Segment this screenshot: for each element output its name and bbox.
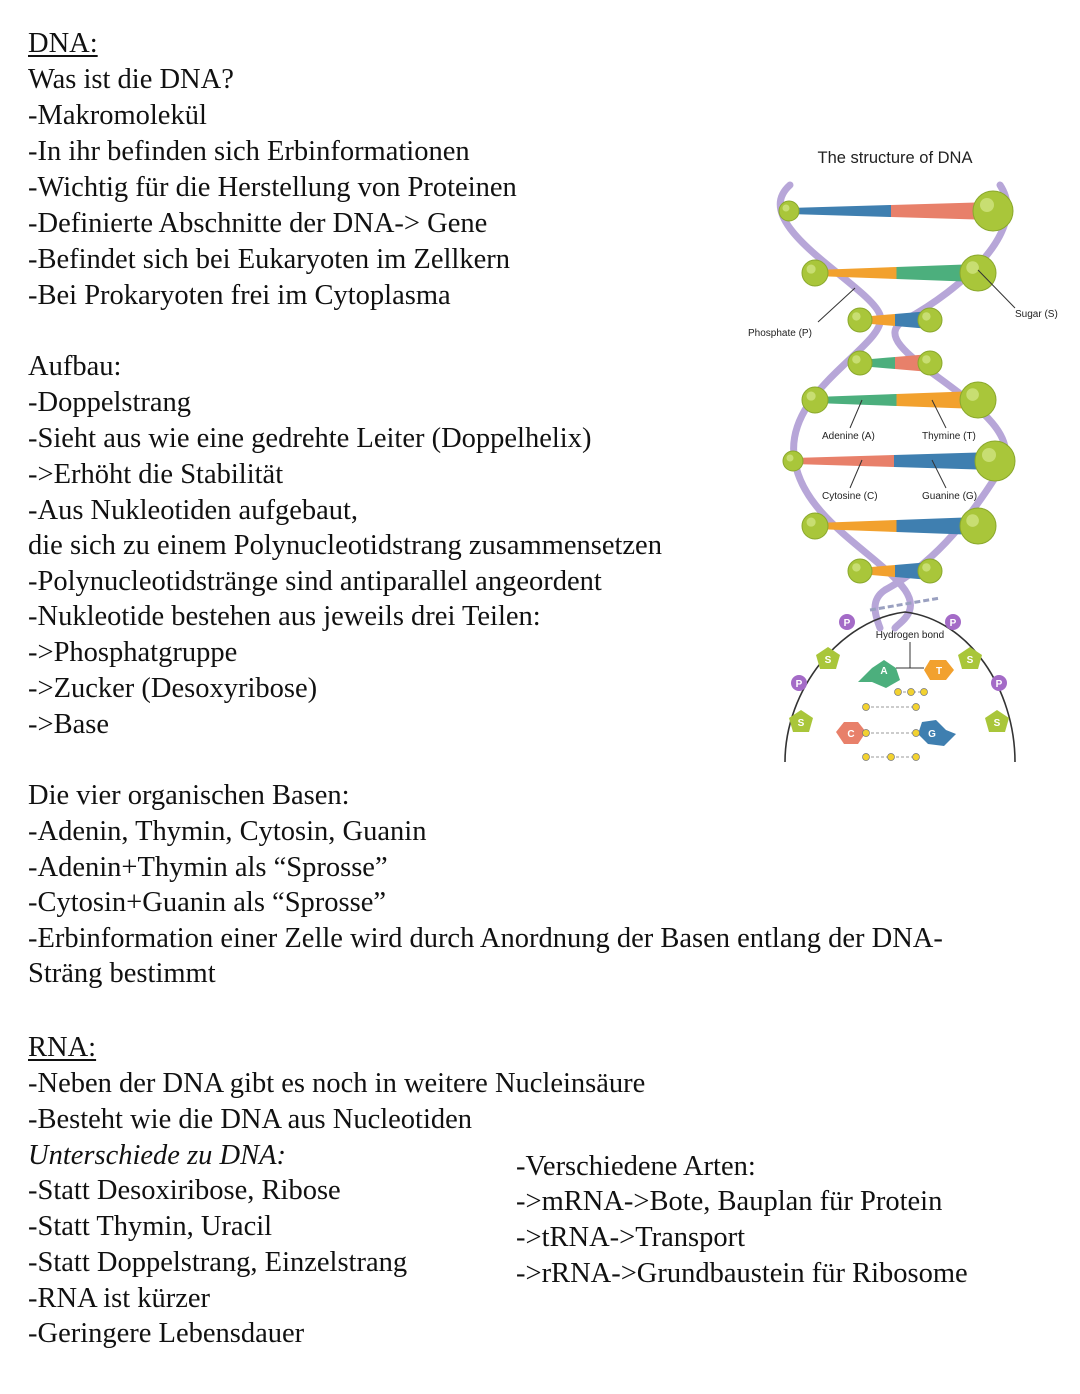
dna-point: -Definierte Abschnitte der DNA-> Gene — [28, 208, 488, 239]
label-cytosine: Cytosine (C) — [822, 491, 878, 502]
dna-structure-figure — [740, 138, 1070, 768]
dna-point: -In ihr befinden sich Erbinformationen — [28, 136, 470, 167]
dna-question: Was ist die DNA? — [28, 64, 234, 95]
sugar-sphere — [848, 559, 872, 583]
sugar-icon — [958, 647, 982, 669]
aufbau-point: -Aus Nukleotiden aufgebaut, — [28, 495, 359, 526]
adenine-base-icon — [858, 660, 900, 688]
base-pair-rung — [848, 351, 942, 375]
basen-point: Sträng bestimmt — [28, 958, 216, 989]
aufbau-point: ->Base — [28, 709, 109, 740]
svg-text:S: S — [966, 655, 974, 666]
dna-point: -Wichtig für die Herstellung von Proteinen — [28, 172, 517, 203]
rna-difference: -Statt Thymin, Uracil — [28, 1211, 273, 1242]
phosphate-icon — [945, 614, 961, 630]
rna-difference: -RNA ist kürzer — [28, 1283, 211, 1314]
svg-text:S: S — [993, 718, 1001, 729]
label-phosphate: Phosphate (P) — [748, 328, 812, 339]
sugar-sphere — [918, 559, 942, 583]
basen-point: -Erbinformation einer Zelle wird durch Anordnung der Basen entlang der DNA- — [28, 923, 943, 954]
aufbau-point: die sich zu einem Polynucleotidstrang zusammensetzen — [28, 530, 662, 561]
rna-difference: -Geringere Lebensdauer — [28, 1318, 305, 1349]
phosphate-icon — [791, 675, 807, 691]
sugar-sphere — [783, 451, 803, 471]
sugar-sphere — [802, 513, 828, 539]
sugar-sphere — [918, 351, 942, 375]
thymine-base-icon — [924, 660, 954, 680]
sugar-sphere — [960, 255, 996, 291]
rna-point: -Neben der DNA gibt es noch in weitere Nucleinsäure — [28, 1068, 646, 1099]
label-thymine: Thymine (T) — [922, 431, 976, 442]
svg-text:P: P — [843, 618, 851, 629]
aufbau-point: ->Zucker (Desoxyribose) — [28, 673, 318, 704]
sugar-sphere — [802, 387, 828, 413]
label-sugar: Sugar (S) — [1015, 309, 1058, 320]
label-adenine: Adenine (A) — [822, 431, 875, 442]
dna-heading: DNA: — [28, 28, 98, 59]
aufbau-point: -Sieht aus wie eine gedrehte Leiter (Doppelhelix) — [28, 423, 592, 454]
base-pair-rung — [779, 191, 1013, 231]
hydrogen-bonds — [863, 689, 928, 761]
guanine-base-icon — [918, 720, 956, 746]
phosphate-icon — [991, 675, 1007, 691]
detail-dashed-link — [870, 598, 940, 610]
base-pair-rung — [802, 382, 996, 418]
aufbau-point: -Nukleotide bestehen aus jeweils drei Teilen: — [28, 601, 541, 632]
helix-strand-left — [780, 185, 910, 628]
svg-text:A: A — [880, 666, 888, 677]
rna-difference: -Statt Desoxiribose, Ribose — [28, 1175, 341, 1206]
rna-type: ->mRNA->Bote, Bauplan für Protein — [516, 1186, 943, 1217]
rna-point: -Besteht wie die DNA aus Nucleotiden — [28, 1104, 473, 1135]
sugar-sphere — [975, 441, 1015, 481]
basen-point: -Adenin, Thymin, Cytosin, Guanin — [28, 816, 427, 847]
svg-text:G: G — [928, 729, 936, 740]
base-pair-rung — [783, 441, 1015, 481]
label-hydrogen-bond: Hydrogen bond — [875, 630, 945, 641]
rna-type: ->rRNA->Grundbaustein für Ribosome — [516, 1258, 968, 1289]
rna-type: ->tRNA->Transport — [516, 1222, 746, 1253]
sugar-sphere — [779, 201, 799, 221]
rna-heading: RNA: — [28, 1032, 97, 1063]
svg-text:P: P — [995, 679, 1003, 690]
basen-heading: Die vier organischen Basen: — [28, 780, 350, 811]
aufbau-point: ->Phosphatgruppe — [28, 637, 238, 668]
rna-differences-label: Unterschiede zu DNA: — [28, 1140, 287, 1171]
svg-text:P: P — [795, 679, 803, 690]
dna-point: -Makromolekül — [28, 100, 207, 131]
label-guanine: Guanine (G) — [922, 491, 978, 502]
dna-point: -Befindet sich bei Eukaryoten im Zellkern — [28, 244, 510, 275]
aufbau-point: ->Erhöht die Stabilität — [28, 459, 284, 490]
sugar-sphere — [802, 260, 828, 286]
svg-text:T: T — [935, 666, 943, 677]
basen-point: -Cytosin+Guanin als “Sprosse” — [28, 887, 387, 918]
sugar-sphere — [848, 308, 872, 332]
sugar-icon — [816, 647, 840, 669]
svg-text:S: S — [824, 655, 832, 666]
sugar-sphere — [973, 191, 1013, 231]
svg-text:C: C — [847, 729, 855, 740]
sugar-sphere — [960, 382, 996, 418]
base-pair-rung — [802, 255, 996, 291]
svg-text:S: S — [797, 718, 805, 729]
sugar-sphere — [848, 351, 872, 375]
svg-text:P: P — [949, 618, 957, 629]
rna-type: -Verschiedene Arten: — [516, 1151, 756, 1182]
rna-difference: -Statt Doppelstrang, Einzelstrang — [28, 1247, 408, 1278]
sugar-icon — [985, 710, 1009, 732]
aufbau-point: -Polynucleotidstränge sind antiparallel angeordent — [28, 566, 602, 597]
figure-title: The structure of DNA — [817, 149, 973, 167]
cytosine-base-icon — [836, 722, 866, 744]
aufbau-heading: Aufbau: — [28, 351, 122, 382]
phosphate-icon — [839, 614, 855, 630]
aufbau-point: -Doppelstrang — [28, 387, 192, 418]
base-pair-rung — [802, 508, 996, 544]
dna-point: -Bei Prokaryoten frei im Cytoplasma — [28, 280, 451, 311]
basen-point: -Adenin+Thymin als “Sprosse” — [28, 852, 388, 883]
sugar-sphere — [960, 508, 996, 544]
sugar-sphere — [918, 308, 942, 332]
